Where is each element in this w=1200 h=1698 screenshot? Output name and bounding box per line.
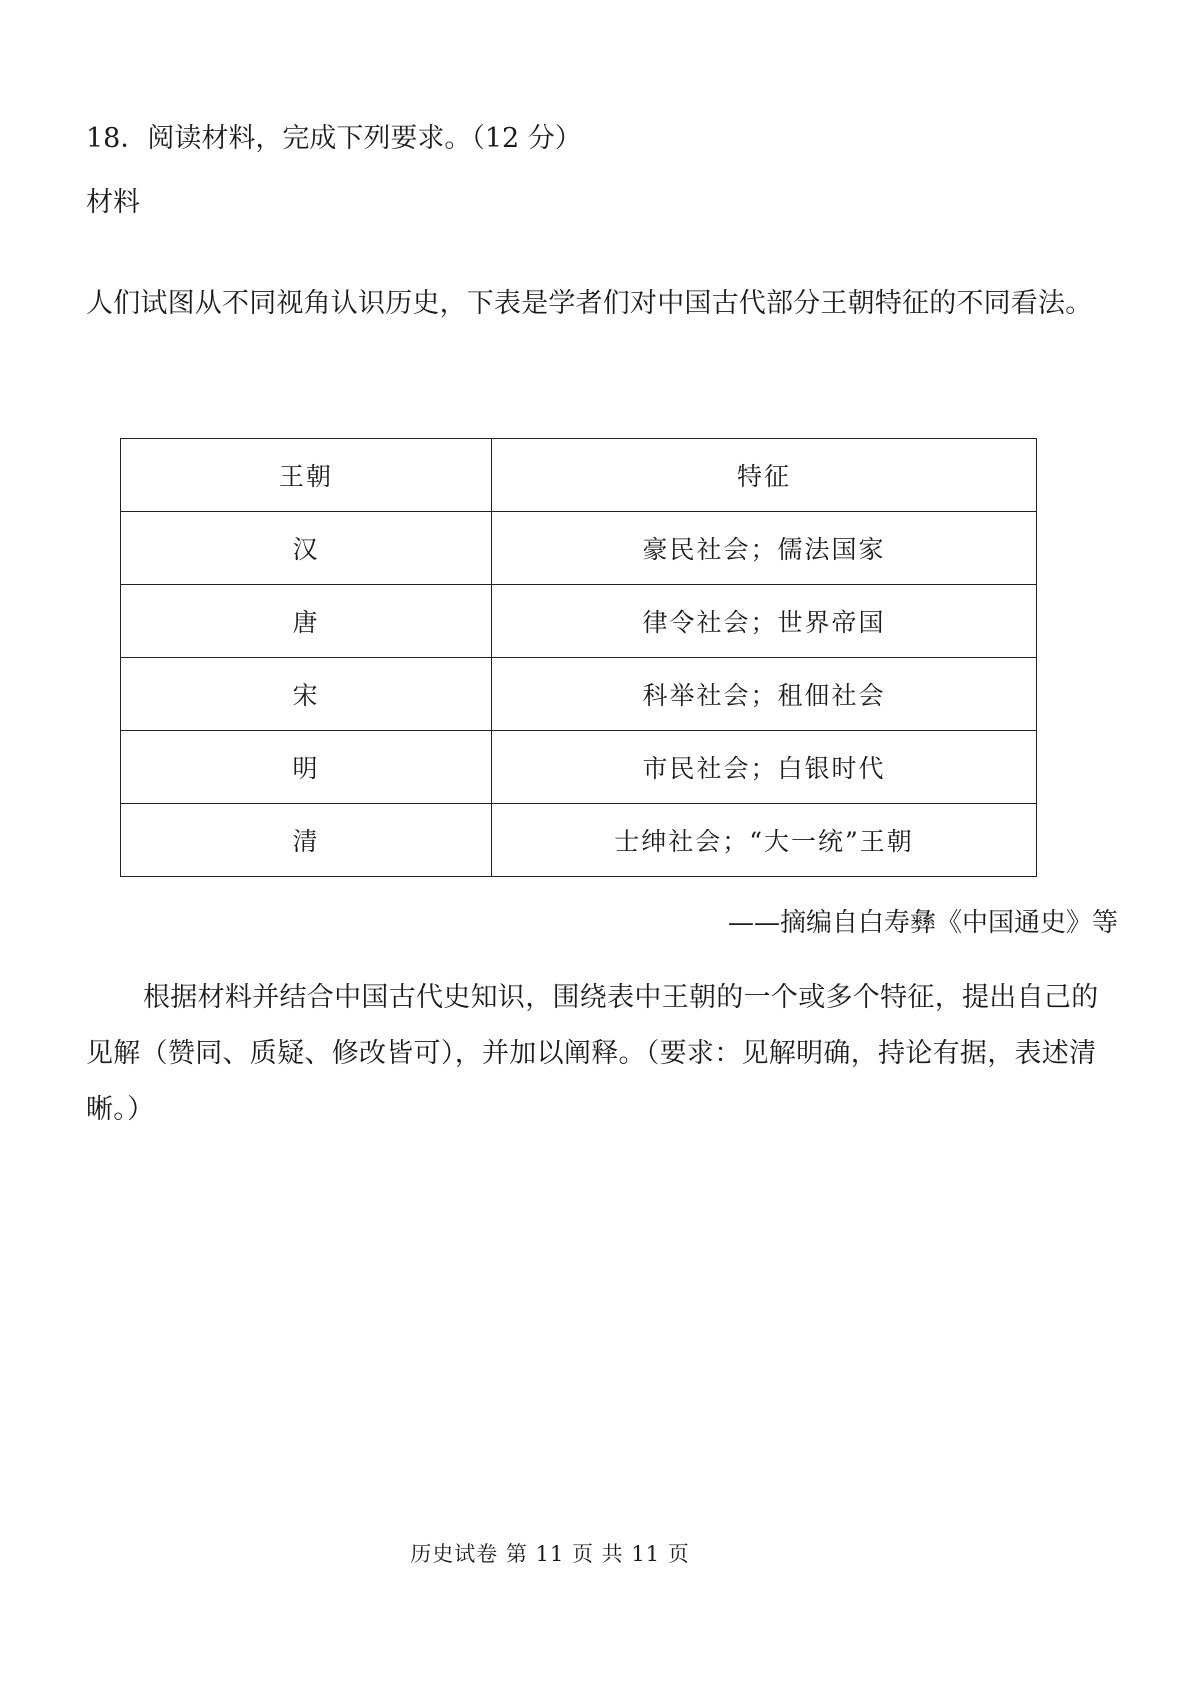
dynasty-cell: 唐	[121, 585, 492, 658]
feature-cell: 科举社会；租佃社会	[492, 658, 1037, 731]
table-header-row	[121, 439, 1037, 512]
header-feature: 特征	[492, 439, 1037, 512]
material-label: 材料	[86, 187, 140, 218]
dynasty-cell: 明	[121, 731, 492, 804]
dynasty-features-table	[120, 438, 1037, 877]
dynasty-cell: 清	[121, 804, 492, 877]
page-footer: 历史试卷 第 11 页 共 11 页	[410, 1542, 690, 1566]
feature-cell: 豪民社会；儒法国家	[492, 512, 1037, 585]
table-row	[121, 731, 1037, 804]
table-row	[121, 658, 1037, 731]
material-intro: 人们试图从不同视角认识历史，下表是学者们对中国古代部分王朝特征的不同看法。	[86, 288, 1093, 319]
feature-cell: 士绅社会；“大一统”王朝	[492, 804, 1037, 877]
feature-cell: 律令社会；世界帝国	[492, 585, 1037, 658]
source-citation: ——摘编自白寿彝《中国通史》等	[727, 908, 1118, 938]
table-row	[121, 512, 1037, 585]
question-prompt: 根据材料并结合中国古代史知识，围绕表中王朝的一个或多个特征，提出自己的见解（赞同、质疑、修改皆可），并加以阐释。（要求：见解明确，持论有据，表述清晰。）	[86, 982, 1099, 1125]
table-row	[121, 804, 1037, 877]
header-dynasty: 王朝	[121, 439, 492, 512]
table-row	[121, 585, 1037, 658]
question-title: 18．阅读材料，完成下列要求。（12 分）	[86, 123, 582, 154]
dynasty-cell: 汉	[121, 512, 492, 585]
dynasty-cell: 宋	[121, 658, 492, 731]
feature-cell: 市民社会；白银时代	[492, 731, 1037, 804]
